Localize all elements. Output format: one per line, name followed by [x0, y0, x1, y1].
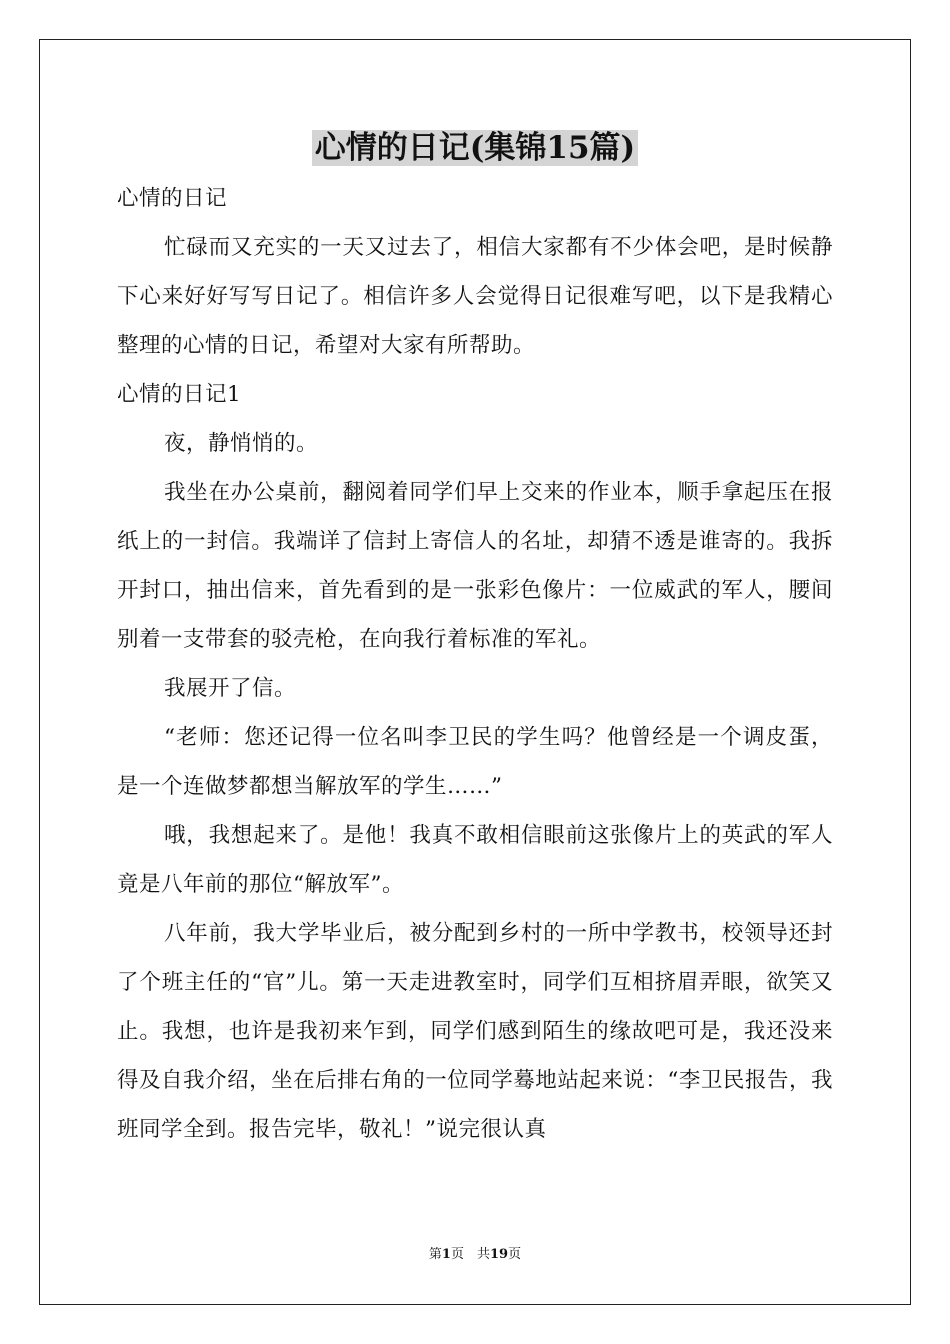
total-page-count: 19	[489, 1247, 509, 1262]
document-body	[117, 174, 833, 1154]
document-title	[0, 128, 950, 168]
body-paragraph: 哦，我想起来了。是他！我真不敢相信眼前这张像片上的英武的军人竟是八年前的那位“解放军”。	[117, 823, 833, 897]
body-paragraph: 忙碌而又充实的一天又过去了，相信大家都有不少体会吧，是时候静下心来好好写写日记了。相信许多人会觉得日记很难写吧，以下是我精心整理的心情的日记，希望对大家有所帮助。	[117, 235, 833, 358]
body-paragraph: 我坐在办公桌前，翻阅着同学们早上交来的作业本，顺手拿起压在报纸上的一封信。我端详了信封上寄信人的名址，却猜不透是谁寄的。我拆开封口，抽出信来，首先看到的是一张彩色像片：一位威武的军人，腰间别着一支带套的驳壳枪，在向我行着标准的军礼。	[117, 480, 833, 652]
page-label-middle: 页 共	[450, 1247, 490, 1262]
page-label-prefix: 第	[428, 1247, 442, 1262]
body-paragraph: 夜，静悄悄的。	[164, 431, 319, 456]
current-page-number: 1	[441, 1247, 451, 1262]
body-paragraph: 我展开了信。	[164, 676, 297, 701]
body-paragraph: “老师：您还记得一位名叫李卫民的学生吗？他曾经是一个调皮蛋，是一个连做梦都想当解放军的学生……”	[117, 725, 833, 799]
page-footer	[0, 1246, 950, 1264]
section-heading: 心情的日记	[117, 186, 228, 211]
section-heading: 心情的日记1	[117, 382, 242, 407]
page-label-suffix: 页	[508, 1247, 522, 1262]
body-paragraph: 八年前，我大学毕业后，被分配到乡村的一所中学教书，校领导还封了个班主任的“官”儿。第一天走进教室时，同学们互相挤眉弄眼，欲笑又止。我想，也许是我初来乍到，同学们感到陌生的缘故吧可是，我还没来得及自我介绍，坐在后排右角的一位同学蓦地站起来说：“李卫民报告，我班同学全到。报告完毕，敬礼！”说完很认真	[117, 921, 833, 1142]
document-title-text: 心情的日记(集锦15篇)	[312, 130, 638, 166]
